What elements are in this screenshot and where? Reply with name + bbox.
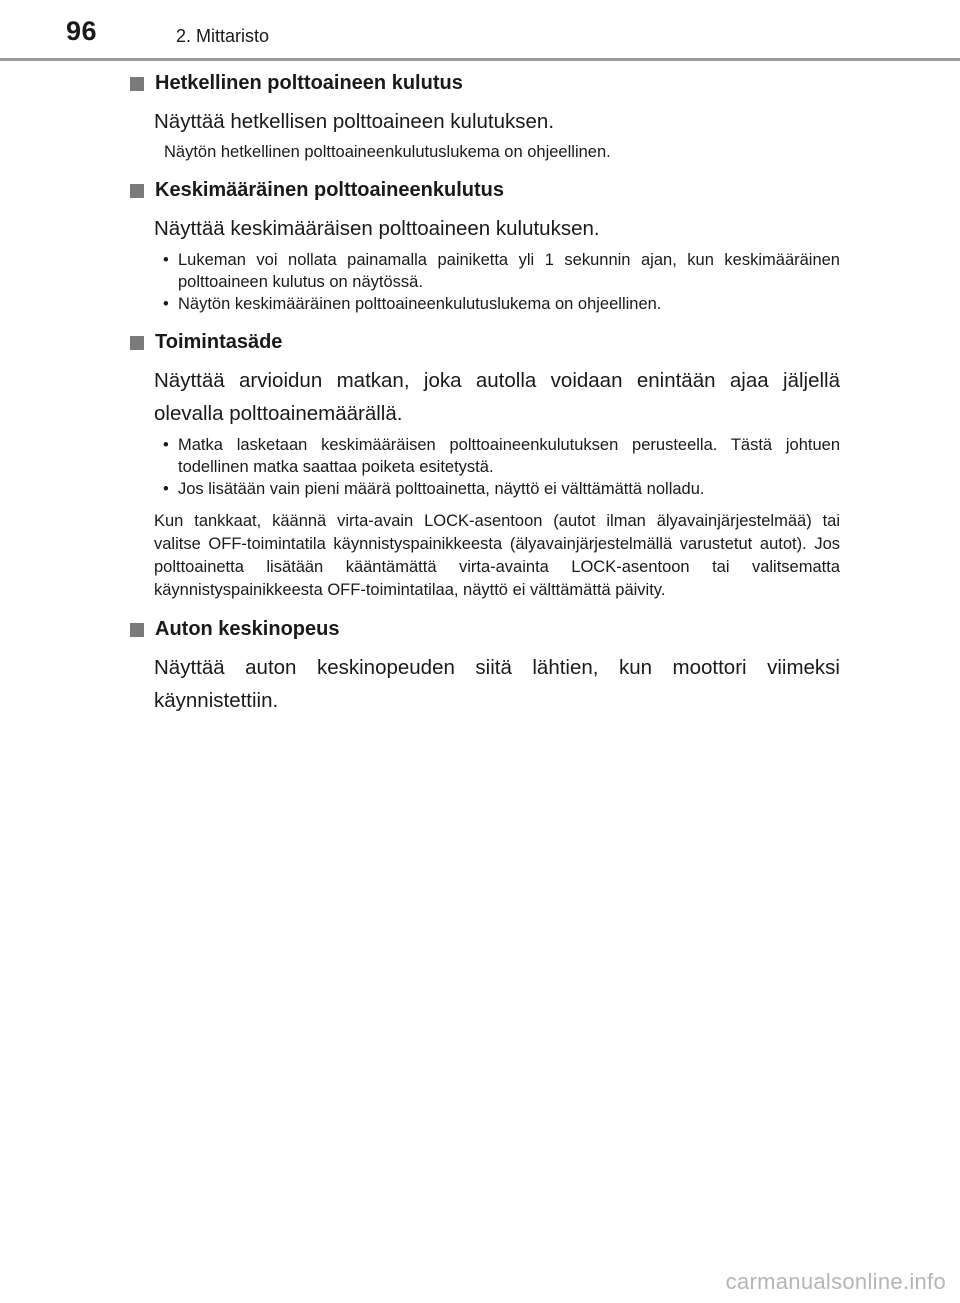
list-item [154, 249, 840, 293]
section-range [130, 327, 840, 602]
page-header [0, 0, 960, 60]
section-heading [130, 327, 840, 357]
section-heading-text: Keskimääräinen polttoaineenkulutus [155, 179, 504, 201]
section-lead: Näyttää arvioidun matkan, joka autolla voidaan enintään ajaa jäljellä olevalla polttoainemäärällä. [154, 369, 840, 425]
page-number: 96 [66, 16, 98, 46]
chapter-title: 2. Mittaristo [176, 26, 270, 46]
list-item-text: Jos lisätään vain pieni määrä polttoainetta, näyttö ei välttämättä nolladu. [178, 480, 705, 498]
list-item-text: Lukeman voi nollata painamalla painiketta yli 1 sekunnin ajan, kun keskimääräinen polttoaineen kulutus on näytössä. [178, 251, 840, 291]
section-note: Näytön hetkellinen polttoaineenkulutuslukema on ohjeellinen. [164, 143, 611, 161]
section-lead: Näyttää keskimääräisen polttoaineen kulutuksen. [154, 217, 600, 240]
page-content [130, 68, 840, 717]
bullet-dot-icon: • [163, 436, 169, 454]
section-average-consumption [130, 175, 840, 315]
square-bullet-icon [130, 184, 144, 198]
header-divider [0, 58, 960, 61]
list-item-text: Näytön keskimääräinen polttoaineenkulutuslukema on ohjeellinen. [178, 295, 662, 313]
list-item [154, 434, 840, 478]
list-item-text: Matka lasketaan keskimääräisen polttoaineenkulutuksen perusteella. Tästä johtuen todellinen matka saattaa poiketa esitetystä. [178, 436, 840, 476]
bullet-dot-icon: • [163, 295, 169, 313]
section-heading-text: Toimintasäde [155, 331, 283, 353]
section-paragraph: Kun tankkaat, käännä virta-avain LOCK-asentoon (autot ilman älyavainjärjestelmää) tai valitse OFF-toimintatila käynnistyspainikkeesta (älyavainjärjestelmällä varustetut autot). Jos polttoainetta lisätään kääntämättä virta-avainta LOCK-asentoon tai valitsematta käynnistyspainikkeesta OFF-toimintatilaa, näyttö ei välttämättä päivity. [154, 512, 840, 599]
bullet-dot-icon: • [163, 251, 169, 269]
bullet-dot-icon: • [163, 480, 169, 498]
section-heading [130, 68, 840, 98]
section-heading [130, 614, 840, 644]
square-bullet-icon [130, 623, 144, 637]
list-item [154, 293, 840, 315]
section-instant-consumption [130, 68, 840, 163]
section-average-speed [130, 614, 840, 717]
section-lead: Näyttää auton keskinopeuden siitä lähtien, kun moottori viimeksi käynnistettiin. [154, 656, 840, 712]
bullet-list [130, 434, 840, 500]
square-bullet-icon [130, 77, 144, 91]
list-item [154, 478, 840, 500]
square-bullet-icon [130, 336, 144, 350]
section-lead: Näyttää hetkellisen polttoaineen kulutuksen. [154, 110, 555, 133]
section-heading-text: Auton keskinopeus [155, 618, 340, 640]
section-heading [130, 175, 840, 205]
bullet-list [130, 249, 840, 315]
section-heading-text: Hetkellinen polttoaineen kulutus [155, 72, 463, 94]
watermark: carmanualsonline.info [725, 1269, 946, 1294]
